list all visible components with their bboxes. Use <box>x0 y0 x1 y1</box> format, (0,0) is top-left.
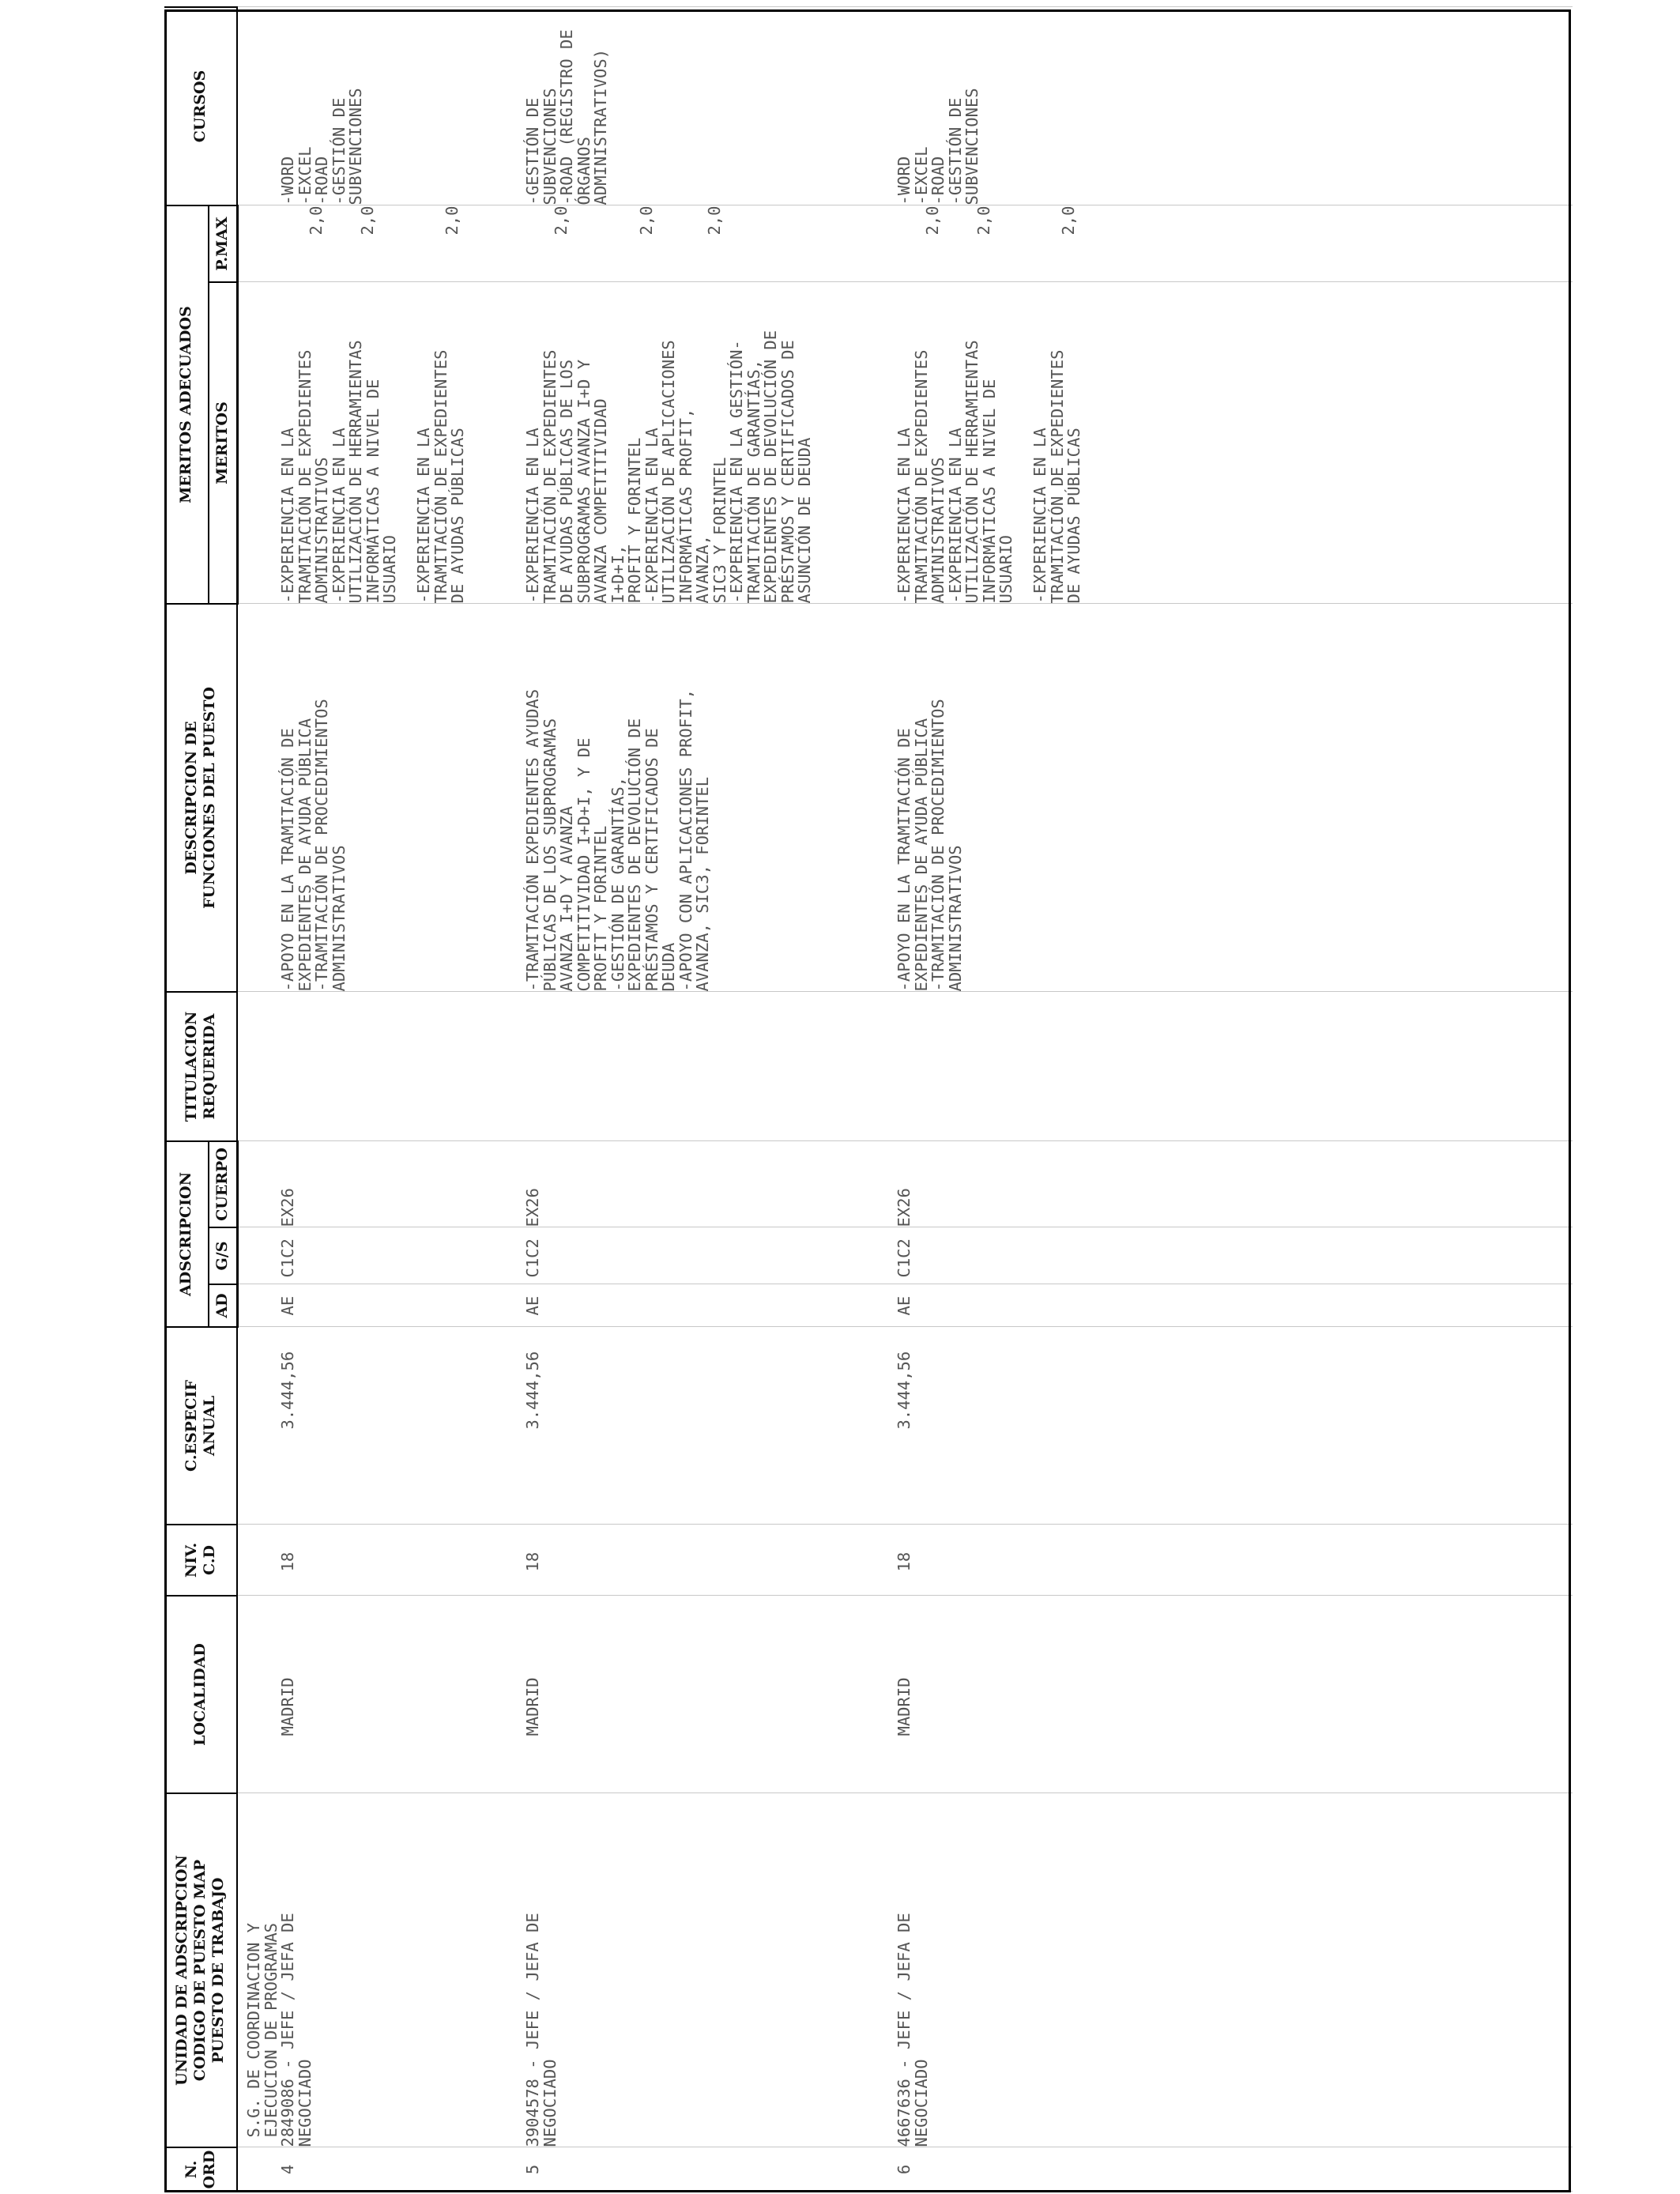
header-descripcion-line2: FUNCIONES DEL PUESTO <box>200 687 218 909</box>
table-row <box>896 7 1573 2192</box>
row-cursos-value: -WORD -EXCEL -ROAD -GESTIÓN DE SUBVENCIONES <box>895 88 981 205</box>
pmax-value: 2,0 <box>704 205 724 236</box>
row-cursos <box>525 7 896 205</box>
row-ad-value: AE <box>523 1295 542 1316</box>
row-gs-value: C1C2 <box>895 1238 913 1278</box>
header-c-especif-line2: ANUAL <box>200 1395 218 1457</box>
section-cell <box>237 1793 280 2147</box>
merito-item: -EXPERIENCIA EN LA TRAMITACIÓN DE EXPEDIENTES DE AYUDAS PÚBLICAS <box>1030 349 1083 604</box>
merito-item: -EXPERIENCIA EN LA UTILIZACIÓN DE APLICACIONES INFORMÁTICAS PROFIT, AVANZA, SIC3 Y FORINTEL <box>642 340 729 604</box>
row-n-ord <box>280 2147 525 2192</box>
row-descripcion-value: -APOYO EN LA TRAMITACIÓN DE EXPEDIENTES DE AYUDA PÚBLICA -TRAMITACIÓN DE PROCEDIMIENTOS ADMINISTRATIVOS <box>278 699 348 992</box>
row-c-especif-value: 3.444,56 <box>895 1351 913 1430</box>
header-unidad <box>164 1793 237 2147</box>
row-nivel <box>525 1525 896 1596</box>
row-n-ord <box>896 2147 1573 2192</box>
row-localidad <box>280 1596 525 1793</box>
row-descripcion <box>896 604 1573 992</box>
row-gs <box>896 1227 1573 1284</box>
row-titulacion <box>280 992 525 1141</box>
row-meritos <box>280 282 525 604</box>
pmax-value: 2,0 <box>307 205 326 236</box>
header-meritos-adecuados-label: MERITOS ADECUADOS <box>177 306 194 503</box>
row-titulacion <box>525 992 896 1141</box>
row-titulacion <box>896 992 1573 1141</box>
row-gs <box>280 1227 525 1284</box>
header-titulacion <box>164 992 237 1141</box>
row-cuerpo <box>280 1141 525 1227</box>
row-cuerpo-value: EX26 <box>895 1188 913 1227</box>
row-cuerpo-value: EX26 <box>278 1188 297 1227</box>
row-puesto <box>280 1793 525 2147</box>
row-gs <box>525 1227 896 1284</box>
row-c-especif-value: 3.444,56 <box>278 1351 297 1430</box>
header-n-ord-label: N. ORD <box>182 2150 218 2189</box>
row-n-ord <box>525 2147 896 2192</box>
pmax-value: 2,0 <box>923 205 942 236</box>
row-cursos-value: -WORD -EXCEL -ROAD -GESTIÓN DE SUBVENCIONES <box>278 88 365 205</box>
row-c-especif <box>280 1327 525 1525</box>
pmax-value: 2,0 <box>357 205 377 236</box>
row-nivel <box>896 1525 1573 1596</box>
header-n-ord <box>164 2147 237 2192</box>
row-pmax <box>525 205 896 282</box>
merito-item: -EXPERIENCIA EN LA GESTIÓN- TRAMITACIÓN DE GARANTÍAS, EXPEDIENTES DE DEVOLUCIÓN DE PRÉSTAMOS Y CERTIFICADOS DE ASUNCIÓN DE DEUDA <box>727 330 814 604</box>
header-adscripcion <box>164 1141 209 1327</box>
row-localidad <box>896 1596 1573 1793</box>
pmax-value: 2,0 <box>552 205 571 236</box>
merito-item: -EXPERIENCIA EN LA TRAMITACIÓN DE EXPEDIENTES ADMINISTRATIVOS <box>895 349 947 604</box>
row-puesto <box>896 1793 1573 2147</box>
row-descripcion <box>280 604 525 992</box>
header-ad-label: AD <box>213 1293 232 1318</box>
row-gs-value: C1C2 <box>278 1238 297 1278</box>
row-c-especif <box>525 1327 896 1525</box>
header-cursos-label: CURSOS <box>191 70 209 143</box>
header-nivel-line2: C.D <box>200 1545 218 1575</box>
row-ad <box>280 1284 525 1327</box>
pmax-value: 2,0 <box>443 205 461 236</box>
header-titulacion-line1: TITULACION <box>182 1011 200 1122</box>
row-puesto-value: 2849086 - JEFE / JEFA DE NEGOCIADO <box>278 1913 315 2147</box>
header-meritos-label: MERITOS <box>213 401 232 484</box>
header-localidad <box>164 1596 237 1793</box>
table-body <box>237 7 1573 2192</box>
header-cursos <box>164 7 237 205</box>
header-unidad-line2: CODIGO DE PUESTO MAP <box>191 1859 209 2082</box>
row-cursos <box>896 7 1573 205</box>
row-ad-value: AE <box>278 1295 297 1316</box>
row-cursos <box>280 7 525 205</box>
row-localidad-value: MADRID <box>895 1677 913 1736</box>
row-descripcion-value: -APOYO EN LA TRAMITACIÓN DE EXPEDIENTES DE AYUDA PÚBLICA -TRAMITACIÓN DE PROCEDIMIENTOS ADMINISTRATIVOS <box>895 699 965 992</box>
pmax-value: 2,0 <box>974 205 993 236</box>
row-n-ord-value: 6 <box>895 2164 913 2175</box>
row-cursos-value: -GESTIÓN DE SUBVENCIONES -ROAD (REGISTRO DE ÓRGANOS ADMINISTRATIVOS) <box>523 29 610 205</box>
merito-item: -EXPERIENCIA EN LA TRAMITACIÓN DE EXPEDIENTES DE AYUDAS PÚBLICAS DE LOS SUBPROGRAMAS AVANZA I+D Y AVANZA COMPETITIVIDAD I+D+I, PROFIT Y FORINTEL <box>523 349 644 604</box>
row-cuerpo-value: EX26 <box>523 1188 542 1227</box>
row-descripcion <box>525 604 896 992</box>
row-descripcion-value: -TRAMITACIÓN EXPEDIENTES AYUDAS PÚBLICAS DE LOS SUBPROGRAMAS AVANZA I+D Y AVANZA COMPETITIVIDAD I+D+I, Y DE PROFIT Y FORINTEL -GESTIÓN DE GARANTÍAS, EXPEDIENTES DE DEVOLUCIÓN DE PRÉSTAMOS Y CERTIFICADOS DE DEUDA -APOYO CON APLICACIONES PROFIT, AVANZA, SIC3, FORINTEL <box>523 688 712 992</box>
table-row <box>280 7 525 2192</box>
row-pmax <box>280 205 525 282</box>
header-gs-label: G/S <box>213 1241 232 1271</box>
row-meritos <box>896 282 1573 604</box>
table-row <box>525 7 896 2192</box>
section-title: S.G. DE COORDINACION Y EJECUCION DE PROGRAMAS <box>244 1922 281 2138</box>
row-gs-value: C1C2 <box>523 1238 542 1278</box>
header-unidad-line3: PUESTO DE TRABAJO <box>209 1877 227 2064</box>
header-gs <box>209 1227 237 1284</box>
row-puesto-value: 4667636 - JEFE / JEFA DE NEGOCIADO <box>895 1913 931 2147</box>
row-localidad <box>525 1596 896 1793</box>
header-pmax <box>209 205 237 282</box>
row-cuerpo <box>896 1141 1573 1227</box>
header-nivel <box>164 1525 237 1596</box>
table-header <box>164 7 237 2192</box>
row-puesto-value: 3904578 - JEFE / JEFA DE NEGOCIADO <box>523 1913 559 2147</box>
puestos-table <box>164 6 1573 2192</box>
row-localidad-value: MADRID <box>523 1677 542 1736</box>
row-c-especif-value: 3.444,56 <box>523 1351 542 1430</box>
header-c-especif-line1: C.ESPECIF <box>182 1380 200 1472</box>
header-ad <box>209 1284 237 1327</box>
header-meritos-adecuados <box>164 205 209 604</box>
rotated-sheet <box>164 8 1573 2192</box>
section-row <box>237 7 280 2192</box>
header-unidad-line1: UNIDAD DE ADSCRIPCION <box>173 1855 190 2086</box>
header-localidad-label: LOCALIDAD <box>191 1643 209 1746</box>
header-cuerpo <box>209 1141 237 1227</box>
row-nivel-value: 18 <box>278 1551 297 1572</box>
merito-item: -EXPERIENCIA EN LA UTILIZACIÓN DE HERRAMIENTAS INFORMÁTICAS A NIVEL DE USUARIO <box>329 340 399 604</box>
header-nivel-line1: NIV. <box>182 1542 200 1578</box>
pmax-value: 2,0 <box>636 205 656 236</box>
header-pmax-label: P.MAX <box>213 217 232 271</box>
row-ad-value: AE <box>895 1295 913 1316</box>
header-meritos <box>209 282 237 604</box>
row-pmax <box>896 205 1573 282</box>
row-n-ord-value: 5 <box>523 2164 542 2175</box>
row-ad <box>525 1284 896 1327</box>
header-cuerpo-label: CUERPO <box>213 1148 232 1221</box>
header-c-especif <box>164 1327 237 1525</box>
row-localidad-value: MADRID <box>278 1677 297 1736</box>
row-n-ord-value: 4 <box>278 2164 297 2175</box>
merito-item: -EXPERIENCIA EN LA UTILIZACIÓN DE HERRAMIENTAS INFORMÁTICAS A NIVEL DE USUARIO <box>945 340 1015 604</box>
row-nivel-value: 18 <box>523 1551 542 1572</box>
header-descripcion <box>164 604 237 992</box>
header-adscripcion-label: ADSCRIPCION <box>177 1172 194 1296</box>
row-puesto <box>525 1793 896 2147</box>
row-c-especif <box>896 1327 1573 1525</box>
merito-item: -EXPERIENCIA EN LA TRAMITACIÓN DE EXPEDIENTES DE AYUDAS PÚBLICAS <box>414 349 467 604</box>
row-nivel <box>280 1525 525 1596</box>
row-nivel-value: 18 <box>895 1551 913 1572</box>
row-cuerpo <box>525 1141 896 1227</box>
row-meritos <box>525 282 896 604</box>
section-n-ord <box>237 2147 280 2192</box>
row-ad <box>896 1284 1573 1327</box>
pmax-value: 2,0 <box>1059 205 1078 236</box>
header-descripcion-line1: DESCRIPCION DE <box>182 721 200 875</box>
merito-item: -EXPERIENCIA EN LA TRAMITACIÓN DE EXPEDIENTES ADMINISTRATIVOS <box>278 349 331 604</box>
header-titulacion-line2: REQUERIDA <box>200 1013 218 1120</box>
